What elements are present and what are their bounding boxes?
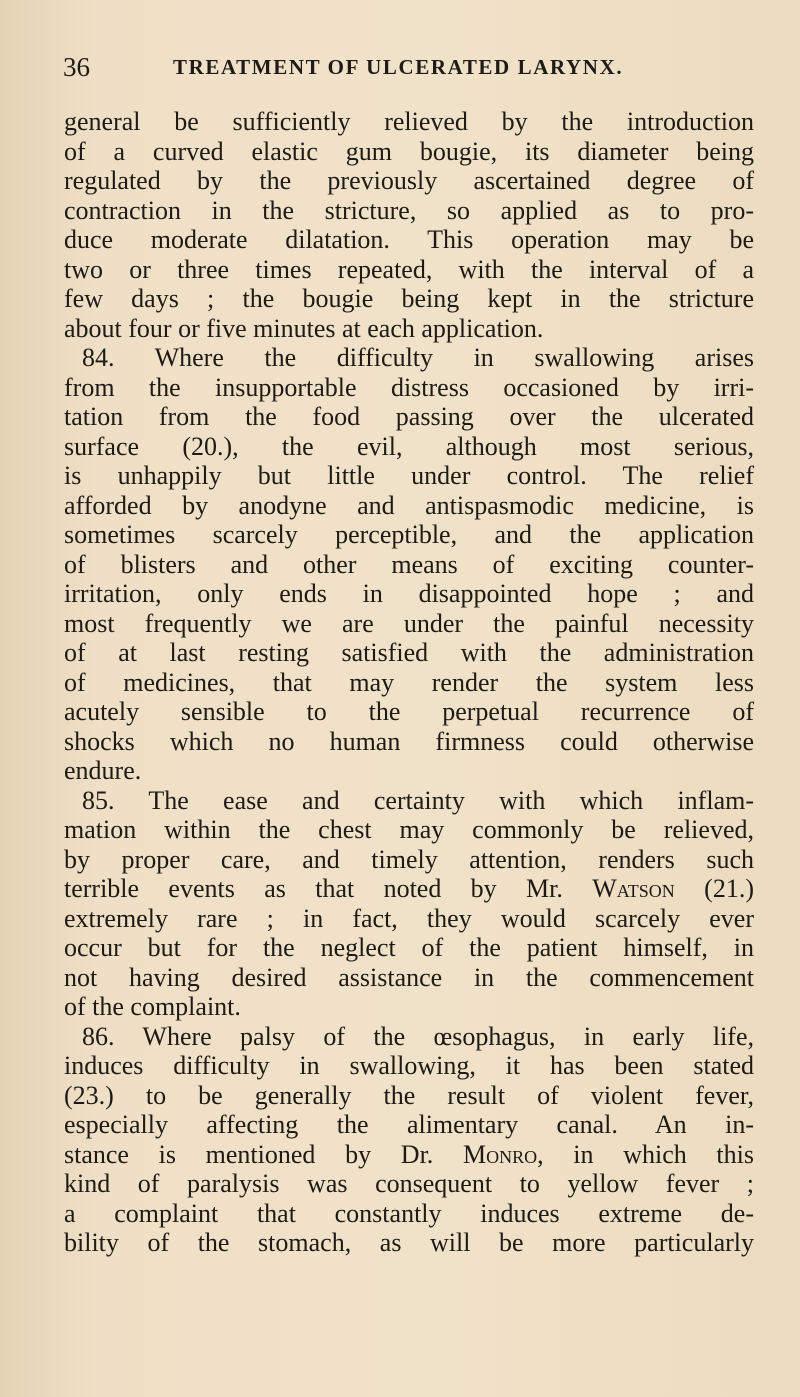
paragraph-85-line: 85. The ease and certainty with which inflam-	[82, 785, 754, 815]
text-line: mation within the chest may commonly be relieved,	[64, 815, 754, 844]
text-line: tation from the food passing over the ulcerated	[64, 402, 754, 431]
text-line: of at last resting satisfied with the administration	[64, 638, 754, 667]
text-line: few days ; the bougie being kept in the stricture	[64, 284, 754, 313]
text-line: not having desired assistance in the commencement	[64, 962, 754, 992]
text-line: endure.	[64, 756, 142, 785]
text-line: induces difficulty in swallowing, it has been stated	[64, 1051, 754, 1080]
text-fragment: (21.)	[674, 874, 754, 903]
text-line: most frequently we are under the painful necessity	[64, 608, 754, 638]
person-name: Monro	[462, 1139, 538, 1169]
body-text	[64, 107, 754, 1258]
person-name: Watson	[592, 874, 675, 903]
page-number: 36	[63, 52, 90, 82]
text-line: general be sufficiently relieved by the introduction	[64, 107, 754, 136]
text-line: by proper care, and timely attention, renders such	[64, 844, 754, 874]
text-line: irritation, only ends in disappointed hope ; and	[64, 579, 754, 608]
text-fragment: terrible events as that noted by Mr.	[64, 874, 593, 903]
paragraph-84-line: 84. Where the difficulty in swallowing arises	[82, 343, 754, 372]
text-line: regulated by the previously ascertained degree of	[64, 166, 754, 195]
text-line: a complaint that constantly induces extreme de-	[64, 1198, 754, 1228]
text-line: acutely sensible to the perpetual recurrence of	[64, 697, 754, 726]
text-line: especially affecting the alimentary canal. An in-	[64, 1110, 754, 1139]
text-line: occur but for the neglect of the patient himself, in	[64, 933, 754, 962]
text-line-with-name	[64, 874, 754, 904]
text-line: kind of paralysis was consequent to yellow fever ;	[64, 1169, 754, 1198]
text-fragment: stance is mentioned by Dr.	[64, 1139, 463, 1169]
text-line: of a curved elastic gum bougie, its diameter being	[64, 136, 754, 166]
text-line: two or three times repeated, with the interval of a	[64, 254, 754, 284]
text-line-with-name	[64, 1140, 754, 1170]
paragraph-86-line: 86. Where palsy of the œsophagus, in early life,	[82, 1021, 754, 1051]
text-line: about four or five minutes at each application.	[64, 313, 544, 343]
text-line: of medicines, that may render the system less	[64, 667, 754, 697]
text-line: bility of the stomach, as will be more particularly	[64, 1228, 754, 1257]
text-line: is unhappily but little under control. The relief	[64, 461, 754, 490]
text-line: shocks which no human firmness could otherwise	[64, 726, 754, 756]
page-header	[63, 52, 683, 92]
text-line: sometimes scarcely perceptible, and the application	[64, 520, 754, 549]
text-line: extremely rare ; in fact, they would scarcely ever	[64, 903, 754, 933]
text-line: afforded by anodyne and antispasmodic medicine, is	[64, 490, 754, 520]
text-fragment: , in which this	[537, 1139, 754, 1169]
text-line: contraction in the stricture, so applied as to pro-	[64, 195, 754, 225]
text-line: from the insupportable distress occasioned by irri-	[64, 372, 754, 402]
running-title: TREATMENT OF ULCERATED LARYNX.	[173, 55, 624, 79]
text-line: of blisters and other means of exciting counter-	[64, 549, 754, 579]
text-line: surface (20.), the evil, although most serious,	[64, 431, 754, 461]
text-line: (23.) to be generally the result of violent fever,	[64, 1080, 754, 1110]
text-line: duce moderate dilatation. This operation may be	[64, 225, 754, 254]
text-line: of the complaint.	[64, 992, 241, 1021]
